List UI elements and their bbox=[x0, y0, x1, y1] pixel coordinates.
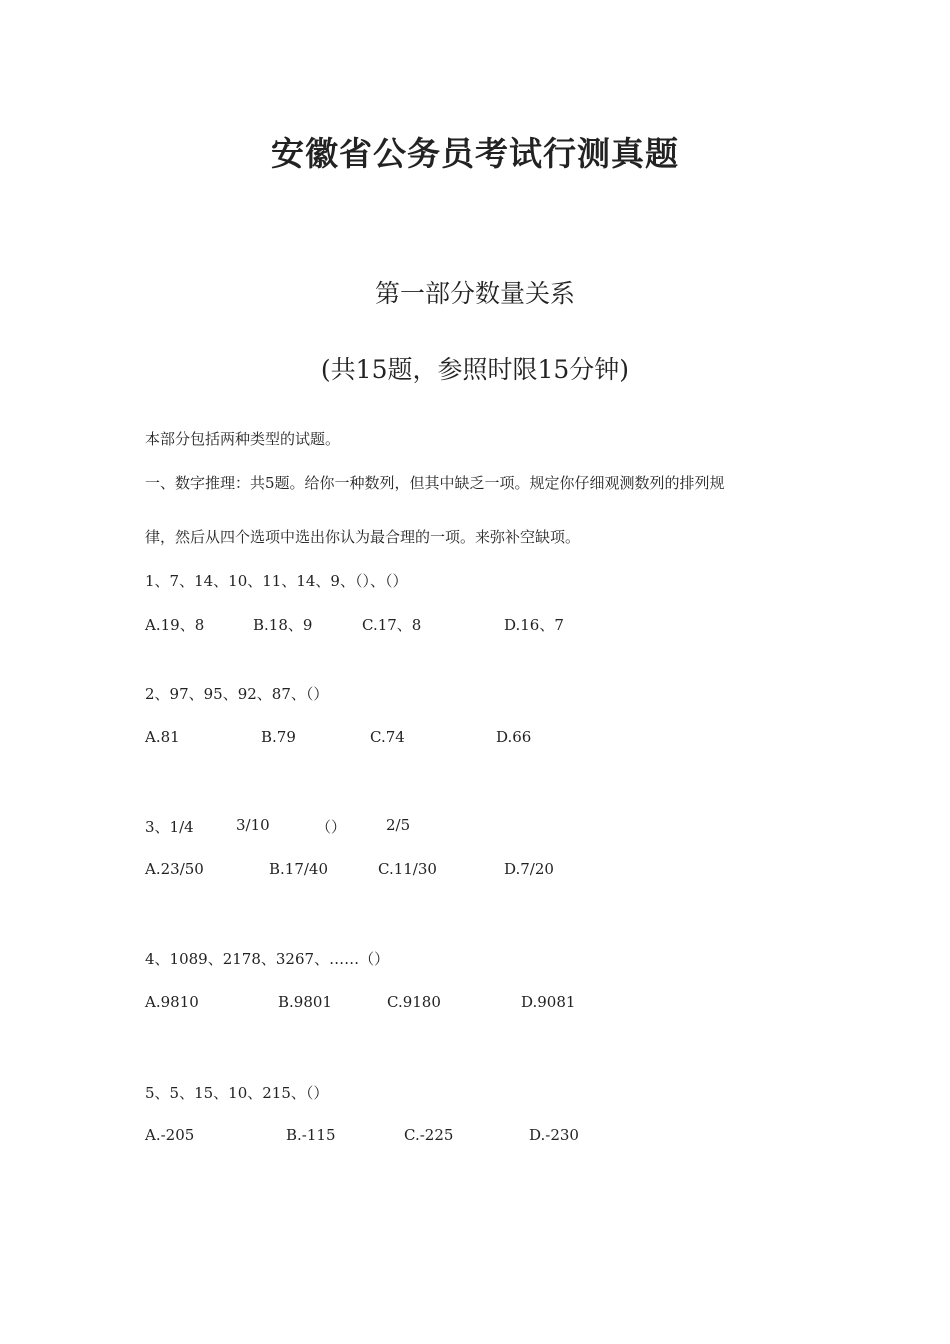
part-title: 第一部分数量关系 bbox=[374, 279, 575, 308]
question-4-option-c: C.9180 bbox=[387, 993, 441, 1011]
question-5-option-a: A.-205 bbox=[145, 1126, 195, 1144]
question-1-stem: 1、7、14、10、11、14、9、（）、（） bbox=[145, 572, 408, 590]
question-5-option-d: D.-230 bbox=[529, 1126, 579, 1144]
question-3-stem-part-2: 3/10 bbox=[236, 816, 270, 834]
question-2-option-a: A.81 bbox=[145, 728, 180, 746]
question-4-option-d: D.9081 bbox=[521, 993, 576, 1011]
intro-line-1: 本部分包括两种类型的试题。 bbox=[145, 430, 341, 448]
question-3-stem-part-1: 3、1/4 bbox=[145, 818, 194, 836]
question-5-option-b: B.-115 bbox=[286, 1126, 336, 1144]
question-1-option-b: B.18、9 bbox=[253, 616, 313, 634]
question-5-stem: 5、5、15、10、215、（） bbox=[145, 1084, 329, 1102]
intro-line-2: 一、数字推理：共5题。给你一种数列，但其中缺乏一项。规定你仔细观测数列的排列规 bbox=[145, 474, 725, 492]
question-3-stem-part-3: （） bbox=[316, 818, 347, 836]
question-3-option-a: A.23/50 bbox=[145, 860, 204, 878]
document-title: 安徽省公务员考试行测真题 bbox=[271, 134, 679, 173]
question-4-stem: 4、1089、2178、3267、……（） bbox=[145, 950, 390, 968]
question-1-option-a: A.19、8 bbox=[145, 616, 205, 634]
question-4-option-b: B.9801 bbox=[278, 993, 332, 1011]
question-1-option-c: C.17、8 bbox=[362, 616, 422, 634]
question-3-option-c: C.11/30 bbox=[378, 860, 437, 878]
question-3-option-d: D.7/20 bbox=[504, 860, 554, 878]
question-2-stem: 2、97、95、92、87、（） bbox=[145, 685, 329, 703]
question-3-option-b: B.17/40 bbox=[269, 860, 329, 878]
question-2-option-c: C.74 bbox=[370, 728, 405, 746]
question-3-stem-part-4: 2/5 bbox=[386, 816, 411, 834]
question-1-option-d: D.16、7 bbox=[504, 616, 564, 634]
question-5-option-c: C.-225 bbox=[404, 1126, 454, 1144]
part-subtitle: (共15题，参照时限15分钟) bbox=[320, 355, 630, 384]
question-2-option-d: D.66 bbox=[496, 728, 532, 746]
intro-line-3: 律，然后从四个选项中选出你认为最合理的一项。来弥补空缺项。 bbox=[145, 528, 581, 546]
question-4-option-a: A.9810 bbox=[145, 993, 199, 1011]
question-2-option-b: B.79 bbox=[261, 728, 296, 746]
